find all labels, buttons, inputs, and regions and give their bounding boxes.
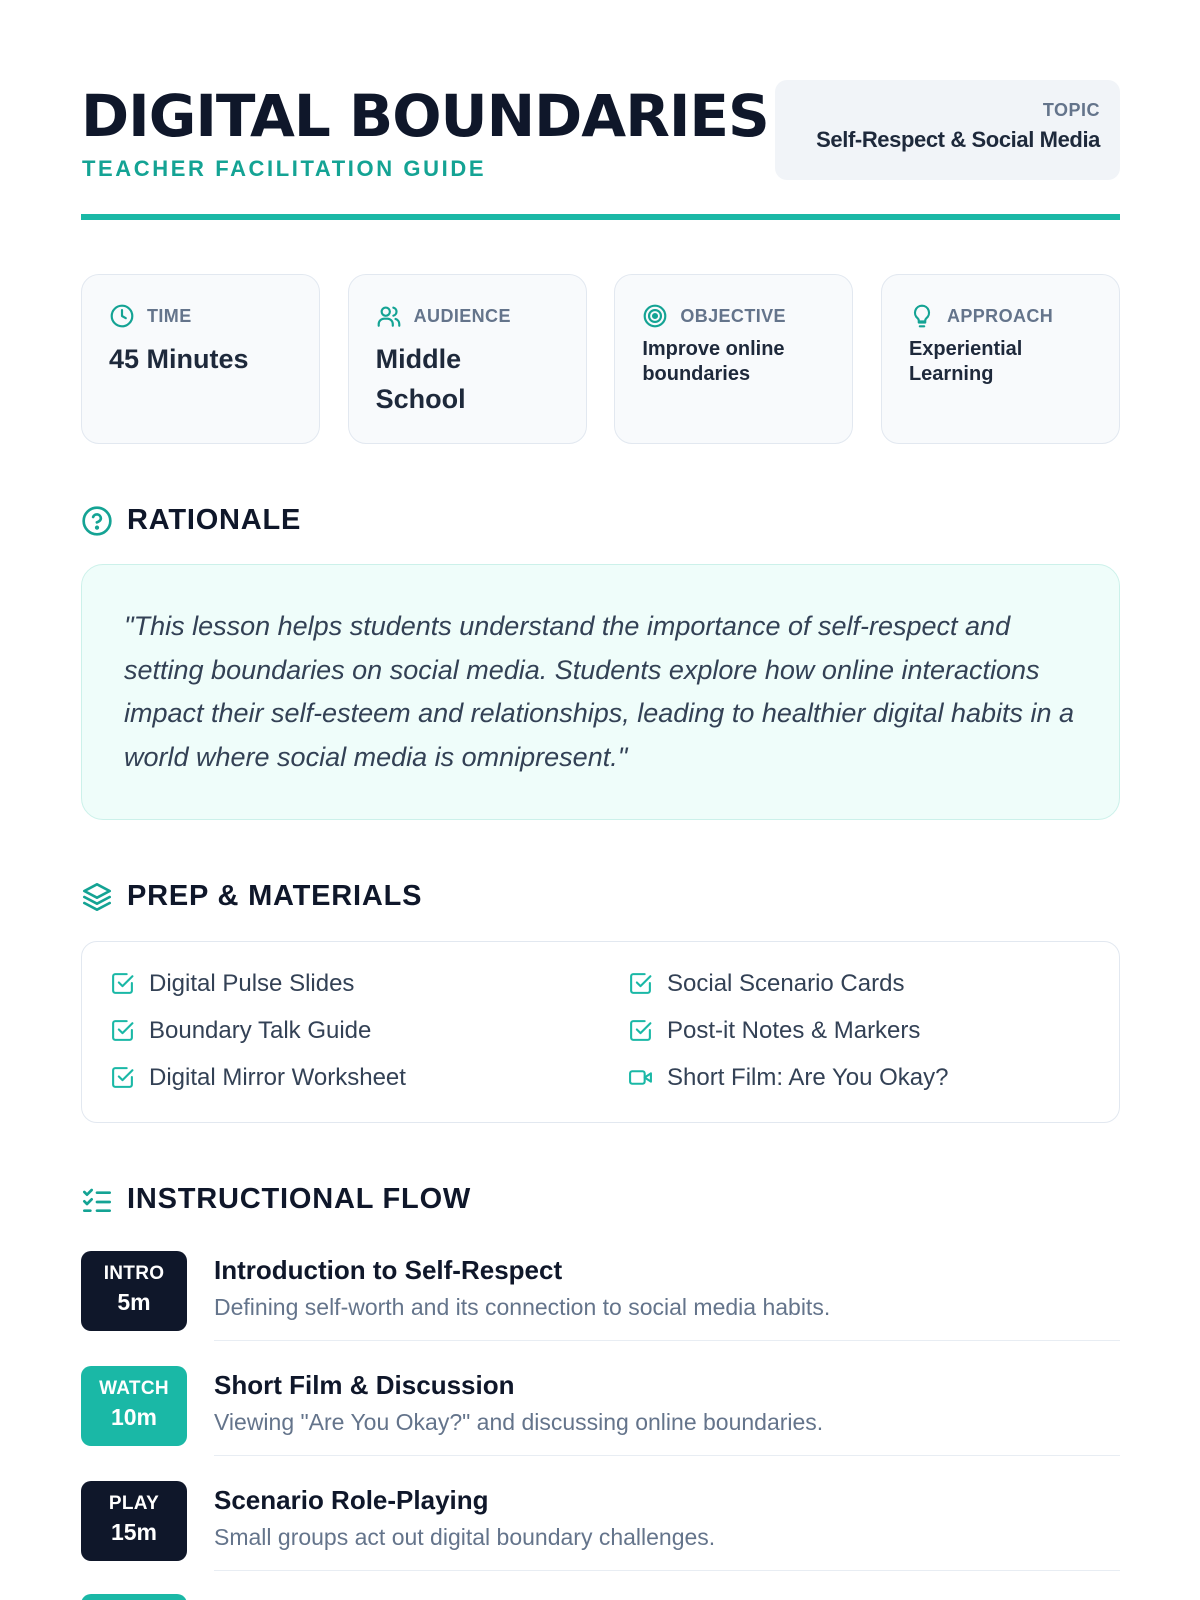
target-icon [642,303,668,329]
info-card-objective [614,274,853,444]
flow-step [81,1481,1120,1596]
materials-list [81,941,1120,1123]
checklist-icon [81,1184,113,1216]
rationale-heading [81,504,301,537]
material-item [628,1064,1108,1091]
step-tag: PLAY [108,1493,160,1514]
card-value: Middle School [375,344,466,414]
card-label: OBJECTIVE [680,305,786,326]
materials-heading [81,880,422,913]
section-title: INSTRUCTIONAL FLOW [127,1183,472,1215]
topic-box [775,80,1120,180]
step-tag: INTRO [103,1263,165,1284]
header-divider [81,214,1120,220]
layers-icon [81,881,113,913]
page-title: DIGITAL BOUNDARIES [81,82,769,150]
section-title: RATIONALE [127,504,302,536]
checkbox-icon [110,1065,135,1090]
video-icon [628,1065,653,1090]
rationale-text: "This lesson helps students understand the importance of self-respect and setting boundaries on social media. Students explore how online interactions impact their self-esteem and relationships, leading to healthier digital habits in a world where social media is omnipresent." [124,611,1075,772]
step-badge [81,1366,187,1446]
rationale-quote-box [81,564,1120,820]
question-circle-icon [81,505,113,537]
step-description: Viewing "Are You Okay?" and discussing online boundaries. [214,1409,824,1435]
info-cards [81,274,1120,444]
step-description: Small groups act out digital boundary challenges. [214,1524,716,1550]
material-label: Boundary Talk Guide [149,1016,372,1044]
card-label: APPROACH [946,305,1054,326]
clock-icon [109,303,135,329]
topic-label: TOPIC [1042,100,1100,120]
info-card-audience [348,274,587,444]
material-item [110,1064,628,1091]
step-badge [81,1481,187,1561]
topic-value: Self-Respect & Social Media [816,127,1100,152]
flow-step [81,1251,1120,1366]
card-label: AUDIENCE [413,305,511,326]
checkbox-icon [110,971,135,996]
material-item [110,970,628,997]
lesson-guide-page [81,0,1120,1550]
step-time: 10m [110,1404,158,1430]
step-time: 15m [110,1519,158,1545]
checkbox-icon [628,1018,653,1043]
material-item [628,970,1108,997]
page-subtitle: TEACHER FACILITATION GUIDE [82,156,487,181]
step-badge [81,1251,187,1331]
checkbox-icon [110,1018,135,1043]
info-card-approach [881,274,1120,444]
material-item [110,1017,628,1044]
card-value: Experiential Learning [908,338,1023,385]
step-title: Introduction to Self-Respect [214,1255,563,1285]
flow-step [81,1366,1120,1481]
checkbox-icon [628,971,653,996]
material-label: Social Scenario Cards [667,969,905,997]
step-title: Short Film & Discussion [214,1370,515,1400]
section-title: PREP & MATERIALS [127,880,423,912]
lightbulb-icon [909,303,935,329]
card-label: TIME [147,305,192,326]
material-label: Digital Mirror Worksheet [149,1063,406,1091]
step-tag: WATCH [99,1378,169,1399]
step-title: Scenario Role-Playing [214,1485,489,1515]
flow-heading [81,1183,471,1216]
material-label: Short Film: Are You Okay? [667,1063,949,1091]
material-label: Digital Pulse Slides [149,969,355,997]
material-item [628,1017,1108,1044]
card-value: Improve online boundaries [642,338,785,385]
users-icon [376,303,402,329]
next-step-badge-partial [81,1594,187,1600]
step-description: Defining self-worth and its connection to social media habits. [214,1294,831,1320]
header [81,0,1120,222]
step-time: 5m [117,1289,151,1315]
info-card-time [81,274,320,444]
material-label: Post-it Notes & Markers [667,1016,921,1044]
card-value: 45 Minutes [109,344,249,374]
